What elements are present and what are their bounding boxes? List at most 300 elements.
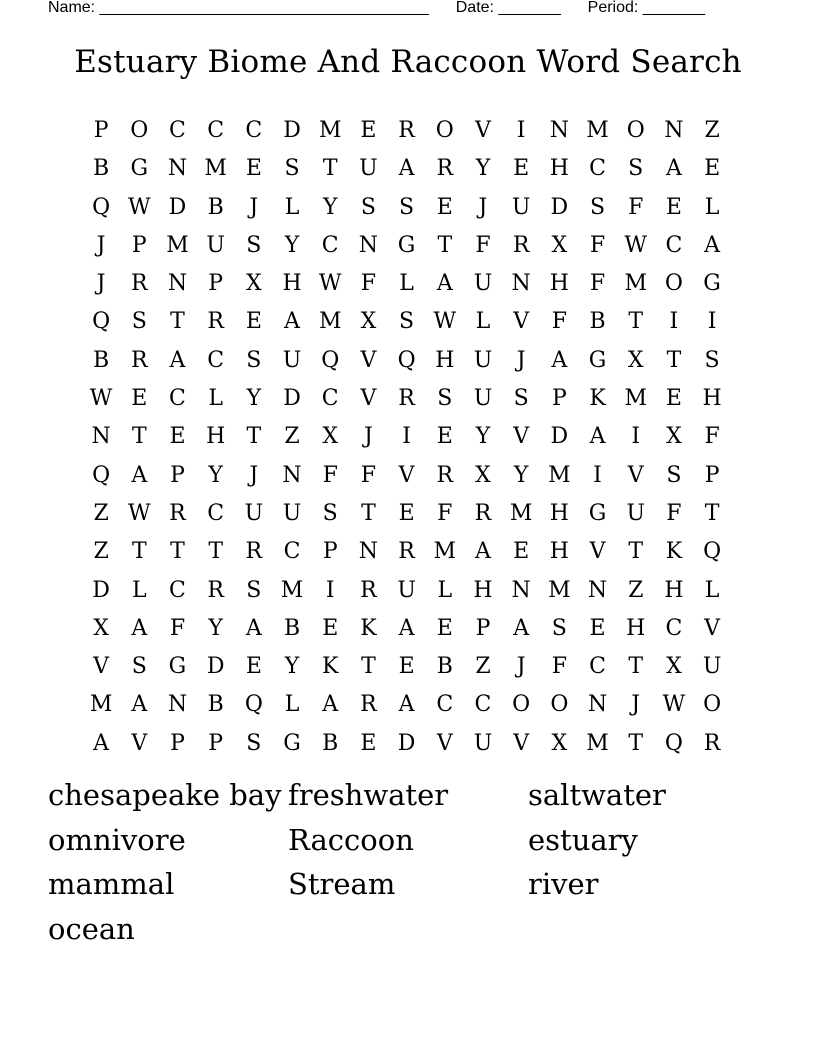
grid-letter: K (665, 539, 683, 565)
grid-letter: S (704, 347, 720, 373)
grid-letter: H (549, 500, 569, 526)
grid-letter: Z (284, 424, 300, 450)
grid-letter: N (282, 462, 302, 488)
grid-letter: D (206, 654, 225, 680)
grid-letter: H (473, 577, 493, 603)
grid-letter: T (628, 309, 644, 335)
name-blank: _____________________________________ (99, 0, 429, 16)
period-blank: _______ (642, 0, 706, 16)
grid-letter: E (704, 156, 721, 182)
grid-letter: W (662, 692, 686, 718)
grid-letter: F (628, 194, 644, 220)
grid-letter: W (127, 194, 151, 220)
grid-letter: H (549, 156, 569, 182)
grid-letter: E (169, 424, 186, 450)
grid-letter: T (131, 424, 147, 450)
grid-letter: E (665, 194, 682, 220)
grid-letter: K (360, 615, 377, 641)
grid-letter: Z (628, 577, 644, 603)
grid-letter: K (589, 386, 606, 412)
grid-letter: E (322, 615, 339, 641)
grid-letter: N (511, 271, 531, 297)
grid-letter: E (589, 615, 606, 641)
grid-letter: B (436, 654, 453, 680)
grid-letter: S (360, 194, 376, 220)
grid-letter: H (664, 577, 684, 603)
grid-letter: C (589, 654, 606, 680)
grid-letter: U (359, 156, 378, 182)
grid-letter: V (360, 386, 377, 412)
grid-letter: W (127, 500, 151, 526)
grid-letter: I (631, 424, 641, 450)
grid-letter: S (284, 156, 300, 182)
grid-letter: M (624, 271, 647, 297)
grid-letter: E (436, 424, 453, 450)
grid-letter: R (398, 539, 415, 565)
grid-letter: O (130, 118, 149, 143)
grid-letter: G (130, 156, 149, 182)
grid-letter: A (284, 309, 300, 335)
grid-letter: L (399, 271, 414, 297)
grid-letter: L (475, 309, 491, 335)
grid-letter: A (93, 730, 110, 756)
grid-letter: G (588, 347, 607, 373)
grid-letter: R (360, 692, 377, 718)
grid-letter: W (433, 309, 457, 335)
grid-letter: F (666, 500, 682, 526)
grid-letter: Y (208, 462, 223, 488)
grid-letter: V (131, 730, 148, 756)
grid-letter: J (631, 692, 641, 718)
grid-letter: U (282, 347, 302, 373)
grid-letter: Z (704, 118, 720, 143)
grid-letter: F (169, 615, 186, 641)
grid-letter: U (397, 577, 416, 603)
grid-letter: V (513, 730, 530, 756)
grid-letter: A (322, 692, 339, 718)
grid-letter: R (474, 500, 492, 526)
grid-letter: R (207, 577, 224, 603)
grid-letter: R (436, 462, 454, 488)
grid-letter: M (318, 309, 342, 335)
grid-letter: J (96, 271, 106, 297)
grid-letter: X (551, 730, 568, 756)
grid-letter: Z (93, 500, 109, 526)
grid-letter: K (322, 654, 339, 680)
grid-letter: C (321, 386, 339, 412)
grid-letter: E (398, 500, 415, 526)
grid-letter: P (322, 539, 338, 565)
grid-letter: C (169, 118, 186, 143)
grid-letter: L (437, 577, 453, 603)
grid-letter: S (399, 194, 415, 220)
grid-letter: M (433, 539, 457, 565)
grid-letter: U (511, 194, 531, 220)
grid-letter: M (624, 386, 647, 412)
grid-letter: S (246, 232, 262, 258)
grid-letter: X (322, 424, 339, 450)
grid-letter: S (246, 730, 262, 756)
grid-letter: D (550, 424, 569, 450)
grid-letter: E (245, 654, 262, 680)
page-title: Estuary Biome And Raccoon Word Search (74, 44, 742, 80)
grid-letter: C (436, 692, 454, 718)
grid-letter: A (169, 347, 186, 373)
grid-letter: Q (321, 347, 340, 373)
word-list (48, 778, 768, 956)
grid-letter: U (626, 500, 645, 526)
grid-letter: A (131, 692, 148, 718)
grid-letter: N (664, 118, 684, 143)
grid-letter: A (589, 424, 606, 450)
grid-letter: D (168, 194, 187, 220)
grid-letter: A (398, 692, 415, 718)
grid-letter: V (704, 615, 721, 641)
grid-letter: X (93, 615, 109, 641)
grid-letter: X (666, 654, 682, 680)
grid-letter: C (169, 577, 186, 603)
grid-letter: J (478, 194, 488, 220)
grid-letter: C (283, 539, 301, 565)
grid-letter: N (167, 271, 188, 297)
grid-letter: R (398, 118, 415, 143)
grid-letter: T (628, 539, 644, 565)
grid-letter: F (360, 271, 377, 297)
grid-letter: O (435, 118, 454, 143)
grid-letter: B (589, 309, 606, 335)
grid-letter: E (436, 615, 453, 641)
grid-letter: P (208, 271, 224, 297)
grid-letter: O (550, 692, 569, 718)
grid-letter: V (398, 462, 415, 488)
word-list-item: river (528, 867, 599, 901)
grid-letter: M (204, 156, 227, 182)
grid-letter: Y (322, 194, 338, 220)
grid-letter: R (207, 309, 224, 335)
grid-letter: N (358, 539, 379, 565)
grid-letter: R (245, 539, 263, 565)
grid-letter: D (283, 386, 301, 412)
grid-letter: H (435, 347, 455, 373)
grid-letter: R (130, 271, 148, 297)
grid-letter: S (551, 615, 567, 641)
grid-letter: M (166, 232, 189, 258)
grid-letter: N (549, 118, 569, 143)
grid-letter: D (397, 730, 416, 756)
grid-letter: I (402, 424, 411, 450)
grid-letter: F (437, 500, 453, 526)
grid-letter: T (437, 232, 453, 258)
grid-letter: E (360, 118, 377, 143)
grid-letter: A (398, 156, 415, 182)
grid-letter: U (282, 500, 302, 526)
grid-letter: T (361, 654, 376, 680)
grid-letter: A (665, 156, 682, 182)
grid-letter: E (360, 730, 377, 756)
grid-letter: V (475, 118, 491, 143)
grid-letter: V (513, 424, 530, 450)
grid-letter: A (398, 615, 415, 641)
grid-letter: M (548, 462, 571, 488)
grid-letter: L (208, 386, 223, 412)
grid-letter: U (244, 500, 264, 526)
grid-letter: U (473, 271, 493, 297)
grid-letter: A (131, 615, 148, 641)
grid-letter: S (399, 309, 415, 335)
grid-letter: C (245, 118, 263, 143)
grid-letter: E (245, 156, 262, 182)
grid-letter: R (512, 232, 530, 258)
grid-letter: P (551, 386, 567, 412)
grid-letter: I (325, 577, 335, 603)
grid-letter: M (280, 577, 304, 603)
grid-letter: W (624, 232, 648, 258)
grid-letter: A (704, 232, 721, 258)
grid-letter: E (131, 386, 148, 412)
grid-letter: Z (93, 539, 109, 565)
grid-letter: Y (475, 156, 491, 182)
grid-letter: R (169, 500, 186, 526)
grid-letter: X (666, 424, 682, 450)
grid-letter: J (249, 194, 259, 220)
grid-letter: Q (664, 730, 683, 756)
grid-letter: V (513, 309, 530, 335)
grid-letter: G (168, 654, 187, 680)
grid-letter: F (322, 462, 338, 488)
grid-letter: E (513, 539, 530, 565)
grid-letter: L (284, 194, 300, 220)
grid-letter: R (130, 347, 148, 373)
grid-letter: O (703, 692, 722, 718)
word-list-item: freshwater (288, 778, 449, 812)
grid-letter: E (665, 386, 682, 412)
grid-letter: B (322, 730, 339, 756)
grid-letter: T (704, 500, 720, 526)
grid-letter: X (551, 232, 568, 258)
grid-letter: A (551, 347, 568, 373)
grid-letter: V (360, 347, 377, 373)
letter-grid (82, 112, 731, 763)
grid-letter: H (702, 386, 722, 412)
grid-letter: R (360, 577, 377, 603)
grid-letter: O (512, 692, 531, 718)
grid-letter: V (93, 654, 110, 680)
grid-letter: C (207, 347, 225, 373)
grid-letter: T (246, 424, 262, 450)
grid-letter: Y (284, 654, 300, 680)
grid-letter: N (358, 232, 379, 258)
grid-letter: U (473, 347, 493, 373)
grid-letter: L (704, 577, 720, 603)
grid-letter: S (246, 577, 262, 603)
grid-letter: J (363, 424, 373, 450)
grid-letter: D (550, 194, 569, 220)
grid-letter: A (513, 615, 530, 641)
grid-letter: U (473, 730, 493, 756)
grid-letter: X (627, 347, 644, 373)
student-info-line (48, 0, 705, 17)
grid-letter: B (207, 194, 224, 220)
grid-letter: H (549, 539, 569, 565)
grid-letter: G (588, 500, 607, 526)
grid-letter: X (246, 271, 262, 297)
grid-letter: S (246, 347, 262, 373)
grid-letter: J (516, 654, 526, 680)
grid-letter: T (322, 156, 338, 182)
grid-letter: W (318, 271, 342, 297)
grid-letter: Y (513, 462, 529, 488)
grid-letter: R (398, 386, 415, 412)
grid-letter: I (707, 309, 717, 335)
grid-letter: M (586, 118, 609, 143)
grid-letter: F (589, 232, 606, 258)
grid-letter: G (703, 271, 721, 297)
grid-letter: T (170, 539, 185, 565)
grid-letter: C (589, 156, 606, 182)
grid-letter: Y (475, 424, 491, 450)
grid-letter: F (589, 271, 606, 297)
grid-letter: T (208, 539, 223, 565)
grid-letter: X (360, 309, 377, 335)
grid-letter: U (473, 386, 493, 412)
grid-letter: Q (92, 309, 111, 335)
grid-letter: S (589, 194, 606, 220)
grid-letter: N (167, 692, 188, 718)
grid-letter: U (702, 654, 722, 680)
grid-letter: P (475, 615, 491, 641)
grid-letter: S (513, 386, 529, 412)
date-label: Date: (455, 0, 494, 16)
grid-letter: F (475, 232, 491, 258)
grid-letter: Q (244, 692, 263, 718)
grid-letter: T (170, 309, 185, 335)
grid-letter: H (282, 271, 302, 297)
period-label: Period: (587, 0, 639, 16)
grid-letter: Z (475, 654, 491, 680)
grid-letter: F (551, 654, 567, 680)
grid-letter: R (703, 730, 721, 756)
grid-letter: N (587, 692, 608, 718)
date-blank: _______ (498, 0, 561, 16)
grid-letter: H (549, 271, 569, 297)
grid-letter: V (436, 730, 453, 756)
grid-letter: C (169, 386, 186, 412)
grid-letter: J (96, 232, 106, 258)
grid-letter: Q (92, 462, 111, 488)
grid-letter: I (516, 118, 526, 143)
grid-letter: H (626, 615, 646, 641)
grid-letter: B (93, 156, 110, 182)
word-list-item: Stream (288, 867, 396, 901)
grid-letter: B (207, 692, 224, 718)
grid-letter: T (361, 500, 376, 526)
grid-letter: P (131, 232, 147, 258)
grid-letter: E (398, 654, 415, 680)
grid-letter: M (586, 730, 609, 756)
word-list-item: ocean (48, 911, 135, 946)
grid-letter: A (245, 615, 262, 641)
word-list-item: Raccoon (288, 822, 414, 857)
grid-letter: S (437, 386, 453, 412)
grid-letter: H (206, 424, 226, 450)
grid-letter: S (131, 654, 147, 680)
grid-letter: N (91, 424, 111, 450)
grid-letter: J (249, 462, 259, 488)
grid-letter: W (89, 386, 113, 412)
grid-letter: J (516, 347, 526, 373)
grid-letter: I (593, 462, 602, 488)
grid-letter: R (436, 156, 454, 182)
grid-letter: A (131, 462, 148, 488)
grid-letter: N (587, 577, 608, 603)
grid-letter: P (170, 730, 185, 756)
grid-letter: F (551, 309, 567, 335)
grid-letter: T (131, 539, 147, 565)
grid-letter: D (283, 118, 301, 143)
grid-letter: C (207, 118, 225, 143)
grid-letter: V (627, 462, 644, 488)
grid-letter: N (167, 156, 188, 182)
word-list-item: omnivore (48, 822, 186, 857)
grid-letter: Y (208, 615, 223, 641)
grid-letter: M (318, 118, 342, 143)
grid-letter: T (628, 654, 644, 680)
word-list-item: saltwater (528, 778, 666, 812)
grid-letter: L (131, 577, 147, 603)
grid-letter: F (704, 424, 720, 450)
grid-letter: S (131, 309, 147, 335)
grid-letter: C (321, 232, 339, 258)
grid-letter: Y (284, 232, 300, 258)
grid-letter: C (665, 232, 683, 258)
grid-letter: E (436, 194, 453, 220)
word-list-item: estuary (528, 822, 638, 857)
grid-letter: A (475, 539, 491, 565)
grid-letter: C (207, 500, 225, 526)
grid-letter: M (509, 500, 533, 526)
grid-letter: B (93, 347, 110, 373)
grid-letter: P (704, 462, 720, 488)
grid-letter: M (89, 692, 113, 718)
grid-letter: E (245, 309, 262, 335)
name-label: Name: (48, 0, 96, 16)
grid-letter: L (704, 194, 720, 220)
word-list-item: chesapeake bay (48, 778, 282, 812)
grid-letter: P (93, 118, 109, 143)
grid-letter: I (669, 309, 679, 335)
grid-letter: G (397, 232, 416, 258)
grid-letter: S (666, 462, 682, 488)
grid-letter: A (436, 271, 453, 297)
grid-letter: S (628, 156, 644, 182)
grid-letter: C (474, 692, 492, 718)
grid-letter: Q (703, 539, 722, 565)
grid-letter: Q (92, 194, 111, 220)
grid-letter: O (664, 271, 683, 297)
grid-letter: E (513, 156, 530, 182)
grid-letter: O (626, 118, 645, 143)
grid-letter: T (666, 347, 682, 373)
grid-letter: G (283, 730, 301, 756)
grid-letter: M (548, 577, 571, 603)
grid-letter: Q (397, 347, 416, 373)
grid-letter: B (283, 615, 301, 641)
grid-letter: U (206, 232, 225, 258)
grid-letter: S (322, 500, 338, 526)
grid-letter: P (208, 730, 224, 756)
word-list-item: mammal (48, 867, 175, 901)
grid-letter: V (589, 539, 606, 565)
